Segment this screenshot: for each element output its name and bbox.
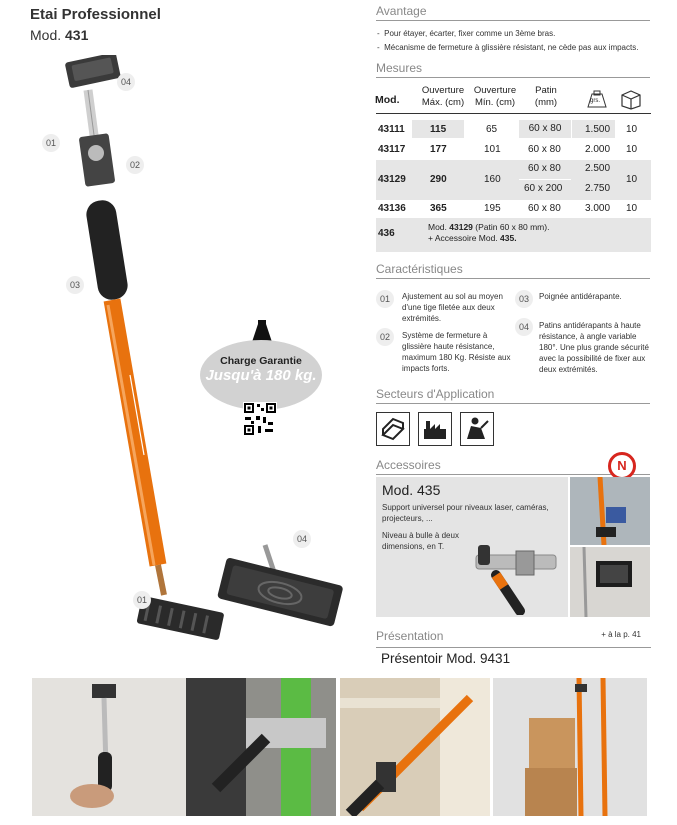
accessory-desc-2: Niveau à bulle à deux dimensions, en T. [382, 531, 459, 551]
usage-photo-2 [186, 678, 336, 816]
avantage-heading: Avantage [376, 4, 650, 21]
caracteristiques-heading: Caractéristiques [376, 262, 650, 279]
caracteristiques-list: 01 Ajustement au sol au moyen d'une tige filetée aux deux extrémités. 02 Système de fermeture à glissière haute résistance, maximum 180 Kg. Résiste aux impacts forts. 03 Poignée antidérapante. 04 Patins antidérapants à haute résistance, à angle variable 180°. Une plus grande sécurité avec la possibilité de fixer aux deux extrémités. [376, 290, 651, 380]
secteurs-heading: Secteurs d'Application [376, 387, 650, 404]
presentation-text: Présentoir Mod. 9431 [381, 651, 511, 666]
accessory-card [376, 477, 568, 617]
worker-sector-icon [460, 412, 494, 446]
usage-photo-1 [32, 678, 186, 816]
usage-photo-4 [493, 678, 647, 816]
accessory-photo-1 [570, 477, 650, 545]
accessory-photo-2 [570, 547, 650, 617]
col-open-min: Ouverture Mín. (cm) [473, 85, 517, 108]
charge-value: Jusqu'à 180 kg. [205, 367, 317, 384]
callout-01-bottom: 01 [133, 591, 151, 609]
product-title: Etai Professionnel [30, 6, 161, 23]
weight-col-icon: grs. [586, 90, 608, 108]
col-mod: Mod. [375, 94, 400, 106]
construction-sector-icon [376, 412, 410, 446]
mesures-heading: Mesures [376, 61, 650, 78]
charge-label: Charge Garantie [220, 355, 302, 367]
table-row: 43129 290 160 60 x 80 60 x 200 2.500 2.750 10 [376, 160, 651, 200]
accessory-illustration [458, 535, 568, 615]
feature-item: Ajustement au sol au moyen d'une tige filetée aux deux extrémités. [402, 292, 503, 323]
top-pad-icon [65, 55, 121, 88]
callout-01-top: 01 [42, 134, 60, 152]
accessoires-heading: Accessoires [376, 458, 650, 475]
callout-04-bottom: 04 [293, 530, 311, 548]
mesures-table [376, 120, 651, 252]
product-model: Mod. 431 [30, 27, 89, 43]
col-patin: Patin (mm) [534, 85, 558, 108]
industry-sector-icon [418, 412, 452, 446]
callout-04-top: 04 [117, 73, 135, 91]
presentation-ref: + à la p. 41 [601, 630, 641, 639]
feature-item: Patins antidérapants à haute résistance, à angle variable 180°. Une plus grande sécurité avec la possibilité de fixer aux deux extrémités. [539, 321, 649, 374]
feature-item: Système de fermeture à glissière haute résistance, maximum 180 Kg. Résiste aux impacts forts. [402, 331, 511, 373]
avantage-item: - Pour étayer, écarter, fixer comme un 3ème bras. [377, 29, 556, 38]
callout-03: 03 [66, 276, 84, 294]
accessory-desc: Support universel pour niveaux laser, caméras, projecteurs, ... [382, 503, 549, 523]
charge-badge [200, 340, 322, 410]
presentation-header [376, 627, 651, 648]
table-row: 43111 115 65 60 x 80 1.500 10 [376, 120, 651, 140]
qr-code-icon [243, 402, 277, 436]
avantage-list [377, 28, 652, 53]
pad-detail-illustration [205, 535, 355, 635]
feature-item: Poignée antidérapante. [539, 292, 622, 301]
box-col-icon [620, 88, 642, 110]
table-row-extra: 436 Mod. 43129 (Patin 60 x 80 mm). + Accessoire Mod. 435. [376, 218, 651, 252]
table-row: 43117 177 101 60 x 80 2.000 10 [378, 144, 638, 155]
accessory-model: Mod. 435 [382, 482, 441, 498]
extra-desc: Mod. 43129 (Patin 60 x 80 mm). + Accessoire Mod. 435. [428, 222, 550, 243]
table-row: 43136 365 195 60 x 80 3.000 10 [378, 203, 638, 214]
col-open-max: Ouverture Máx. (cm) [421, 85, 465, 108]
usage-photo-3 [340, 678, 490, 816]
new-badge: N [608, 452, 636, 480]
callout-02: 02 [126, 156, 144, 174]
avantage-item: - Mécanisme de fermeture à glissière résistant, ne cède pas aux impacts. [377, 43, 639, 52]
presentation-heading: Présentation [376, 629, 444, 643]
